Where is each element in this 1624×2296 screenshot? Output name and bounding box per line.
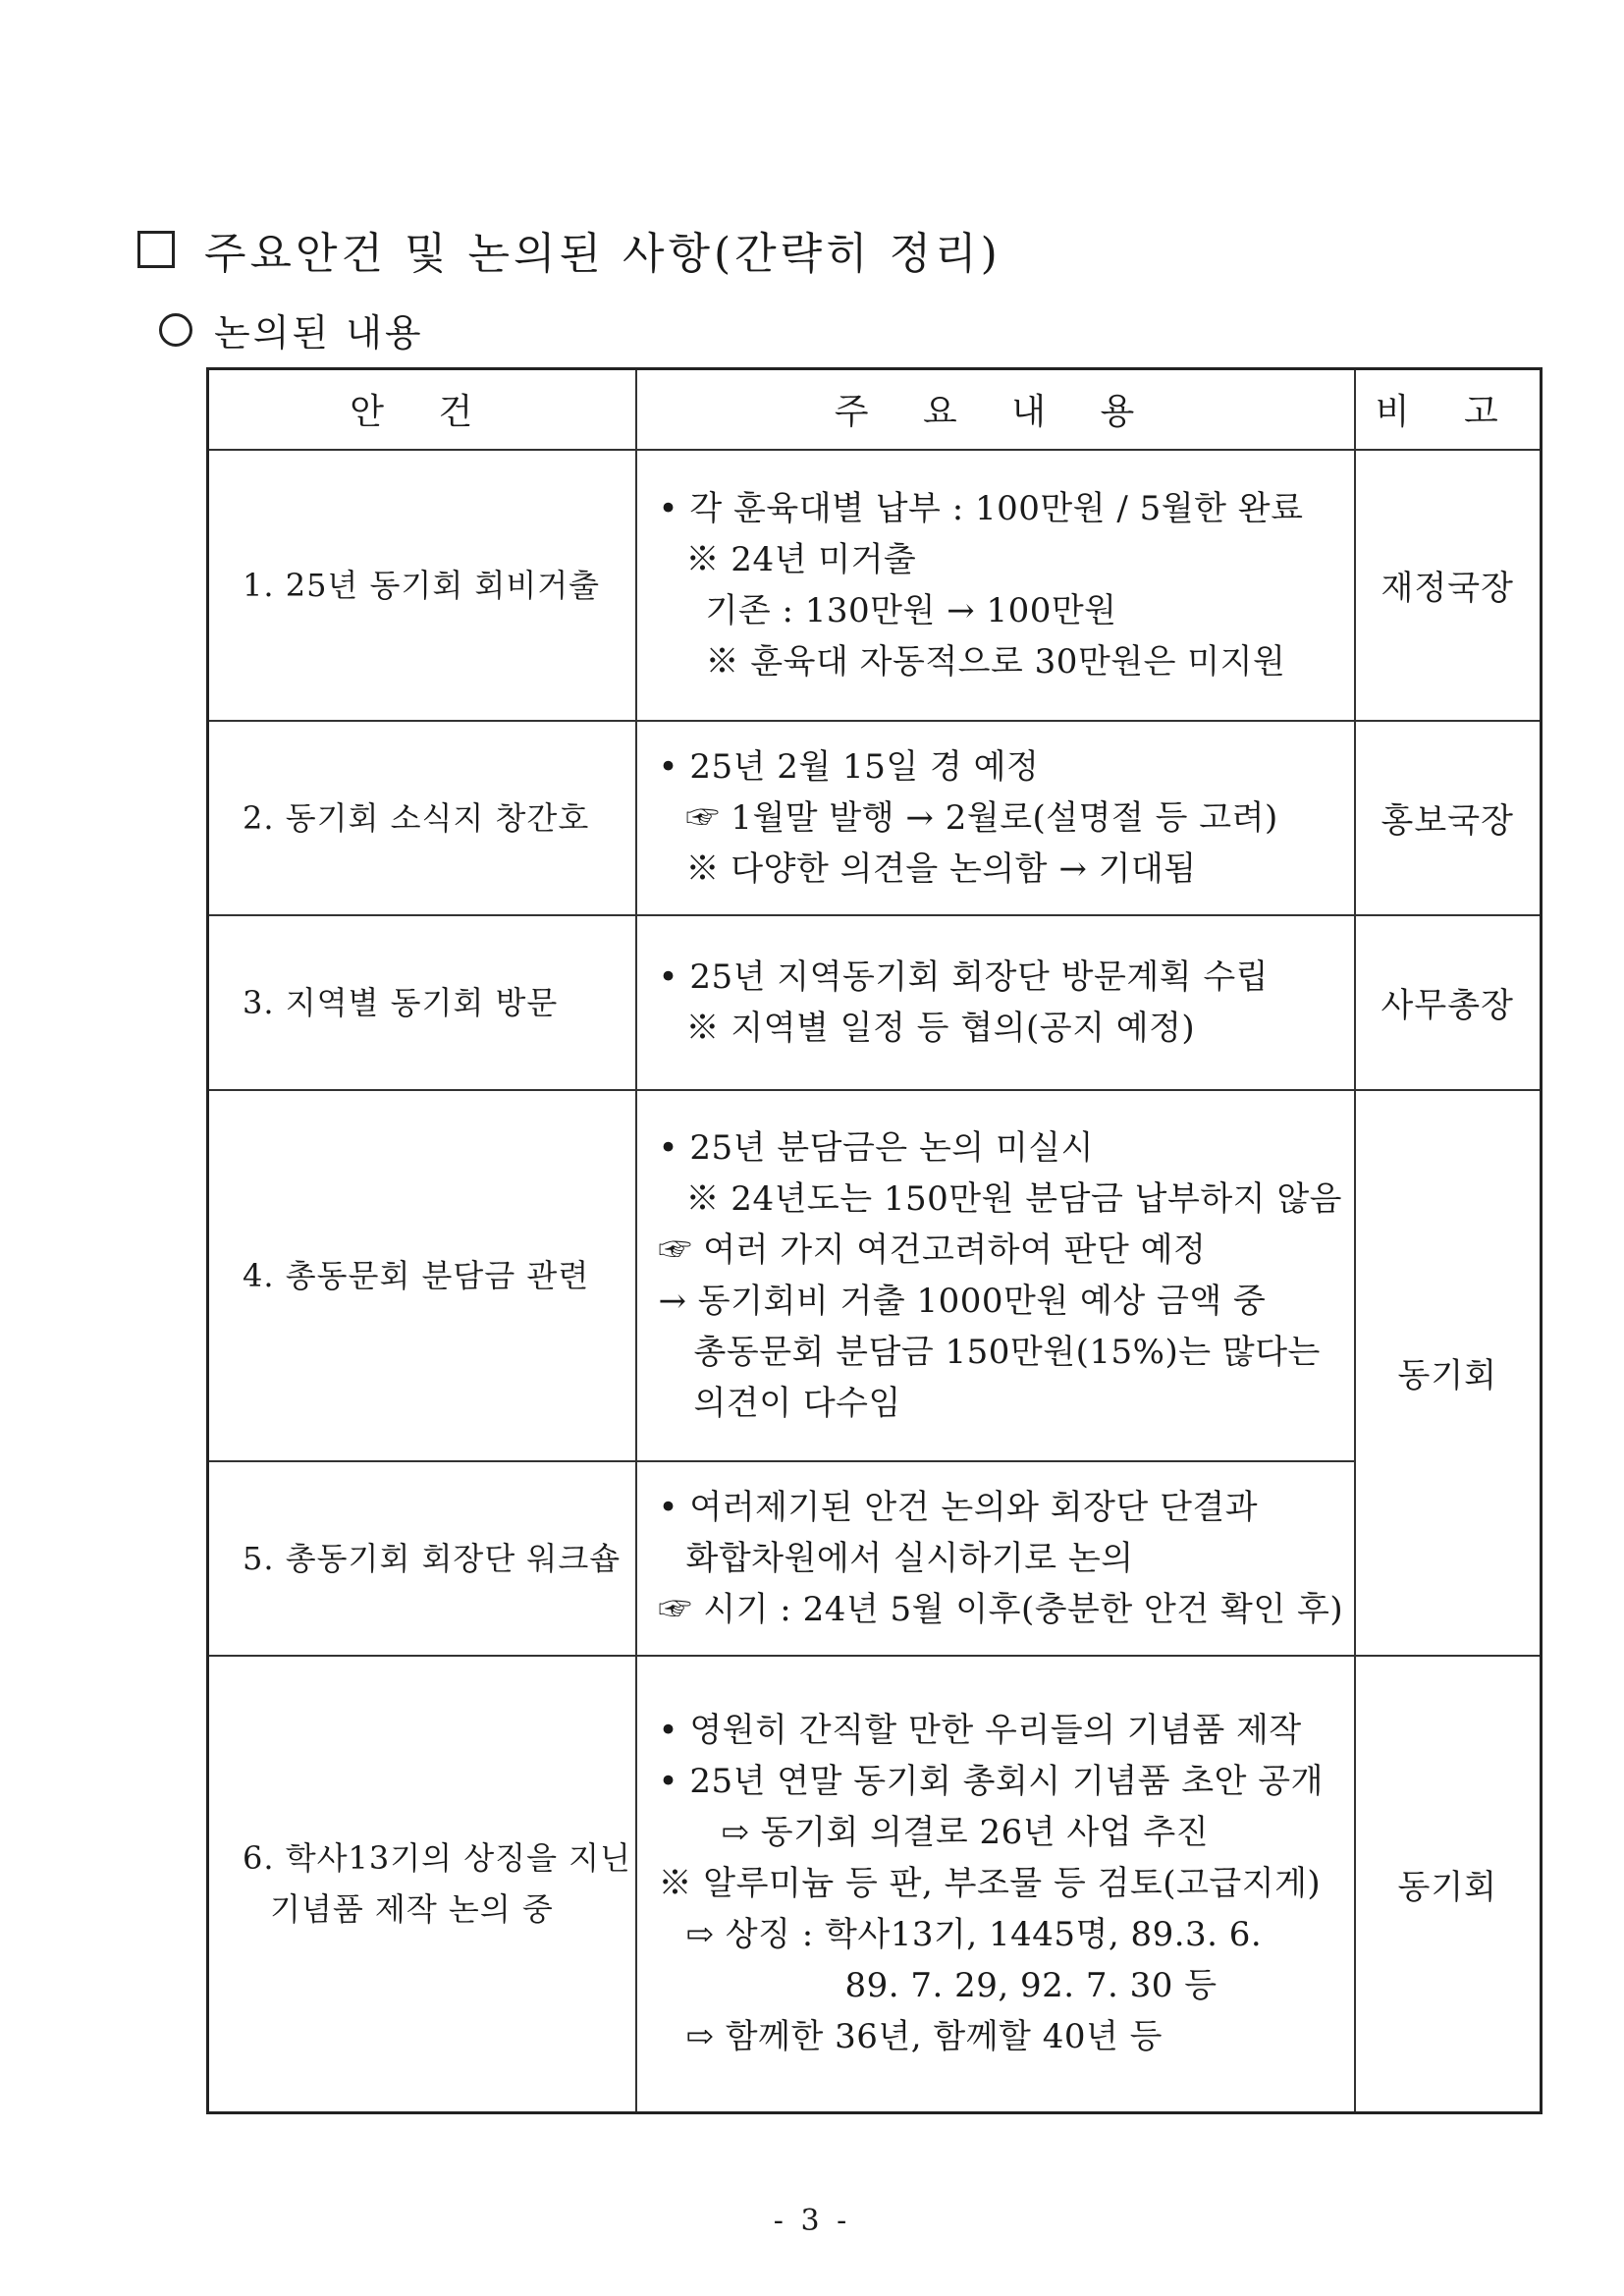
agenda-line: 3. 지역별 동기회 방문: [243, 983, 559, 1021]
section-heading: [137, 218, 1001, 281]
content-line: ※ 알루미늄 등 판, 부조물 등 검토(고급지게): [658, 1864, 1322, 1904]
content-line: • 25년 연말 동기회 총회시 기념품 초안 공개: [658, 1762, 1324, 1802]
content-line: 89. 7. 29, 92. 7. 30 등: [844, 1966, 1218, 2006]
subsection-heading-text: 논의된 내용: [214, 311, 424, 355]
content-line: ☞ 시기 : 24년 5월 이후(충분한 안건 확인 후): [658, 1589, 1344, 1629]
content-line: 의견이 다수임: [693, 1383, 901, 1423]
content-line: ※ 훈육대 자동적으로 30만원은 미지원: [705, 641, 1286, 682]
content-line: 총동문회 분담금 150만원(15%)는 많다는: [693, 1332, 1321, 1372]
agenda-line: 기념품 제작 논의 중: [270, 1890, 554, 1929]
content-line: 화합차원에서 실시하기로 논의: [685, 1538, 1134, 1578]
page-number: - 3 -: [773, 2204, 851, 2238]
table-row: [208, 1461, 1542, 1656]
note-cell: 동기회: [1355, 1090, 1542, 1656]
table-row: [208, 721, 1542, 915]
note-cell: 홍보국장: [1355, 721, 1542, 915]
table-row: [208, 450, 1542, 721]
agenda-cell: [208, 1656, 636, 2113]
header-note: 비 고: [1355, 369, 1542, 450]
content-line: ⇨ 동기회 의결로 26년 사업 추진: [721, 1813, 1210, 1853]
content-cell: [636, 1656, 1355, 2113]
content-line: ☞ 1월말 발행 → 2월로(설명절 등 고려): [685, 797, 1278, 838]
note-cell: 동기회: [1355, 1656, 1542, 2113]
content-cell: [636, 1090, 1355, 1461]
table-row: [208, 915, 1542, 1090]
checkbox-square-icon: [137, 231, 175, 268]
content-line: ⇨ 함께한 36년, 함께할 40년 등: [685, 2017, 1163, 2057]
content-cell: [636, 721, 1355, 915]
agenda-line: 4. 총동문회 분담금 관련: [243, 1256, 590, 1294]
content-line: ※ 24년 미거출: [685, 539, 917, 579]
agenda-line: 2. 동기회 소식지 창간호: [243, 798, 590, 837]
table-row: [208, 1090, 1542, 1461]
content-line: ※ 지역별 일정 등 협의(공지 예정): [685, 1008, 1196, 1048]
content-cell: [636, 450, 1355, 721]
section-heading-text: 주요안건 및 논의된 사항(간략히 정리): [204, 229, 1001, 279]
content-line: • 25년 분담금은 논의 미실시: [658, 1127, 1094, 1168]
discussion-table: [206, 367, 1543, 2114]
content-line: 기존 : 130만원 → 100만원: [705, 590, 1117, 630]
agenda-cell: [208, 1090, 636, 1461]
content-cell: [636, 1461, 1355, 1656]
content-line: • 25년 2월 15일 경 예정: [658, 746, 1040, 787]
agenda-line: 1. 25년 동기회 회비거출: [243, 566, 601, 604]
agenda-cell: [208, 721, 636, 915]
agenda-cell: [208, 1461, 636, 1656]
note-cell: 재정국장: [1355, 450, 1542, 721]
note-cell: 사무총장: [1355, 915, 1542, 1090]
table-row: [208, 1656, 1542, 2113]
agenda-cell: [208, 915, 636, 1090]
agenda-line: 6. 학사13기의 상징을 지닌: [243, 1839, 631, 1878]
table-header-row: [208, 369, 1542, 450]
circle-bullet-icon: [159, 313, 192, 347]
content-line: ※ 24년도는 150만원 분담금 납부하지 않음: [685, 1178, 1343, 1219]
content-line: • 영원히 간직할 만한 우리들의 기념품 제작: [658, 1711, 1302, 1751]
agenda-cell: [208, 450, 636, 721]
content-line: ⇨ 상징 : 학사13기, 1445명, 89.3. 6.: [685, 1915, 1263, 1955]
header-agenda: 안 건: [208, 369, 636, 450]
content-line: • 여러제기된 안건 논의와 회장단 단결과: [658, 1487, 1259, 1527]
content-line: ※ 다양한 의견을 논의함 → 기대됨: [685, 848, 1197, 889]
header-content: 주 요 내 용: [636, 369, 1355, 450]
content-line: ☞ 여러 가지 여건고려하여 판단 예정: [658, 1230, 1207, 1270]
content-line: → 동기회비 거출 1000만원 예상 금액 중: [658, 1281, 1267, 1321]
agenda-line: 5. 총동기회 회장단 워크숍: [243, 1539, 622, 1577]
content-line: • 25년 지역동기회 회장단 방문계획 수립: [658, 957, 1270, 997]
subsection-heading: [159, 302, 424, 356]
content-line: • 각 훈육대별 납부 : 100만원 / 5월한 완료: [658, 488, 1304, 528]
content-cell: [636, 915, 1355, 1090]
